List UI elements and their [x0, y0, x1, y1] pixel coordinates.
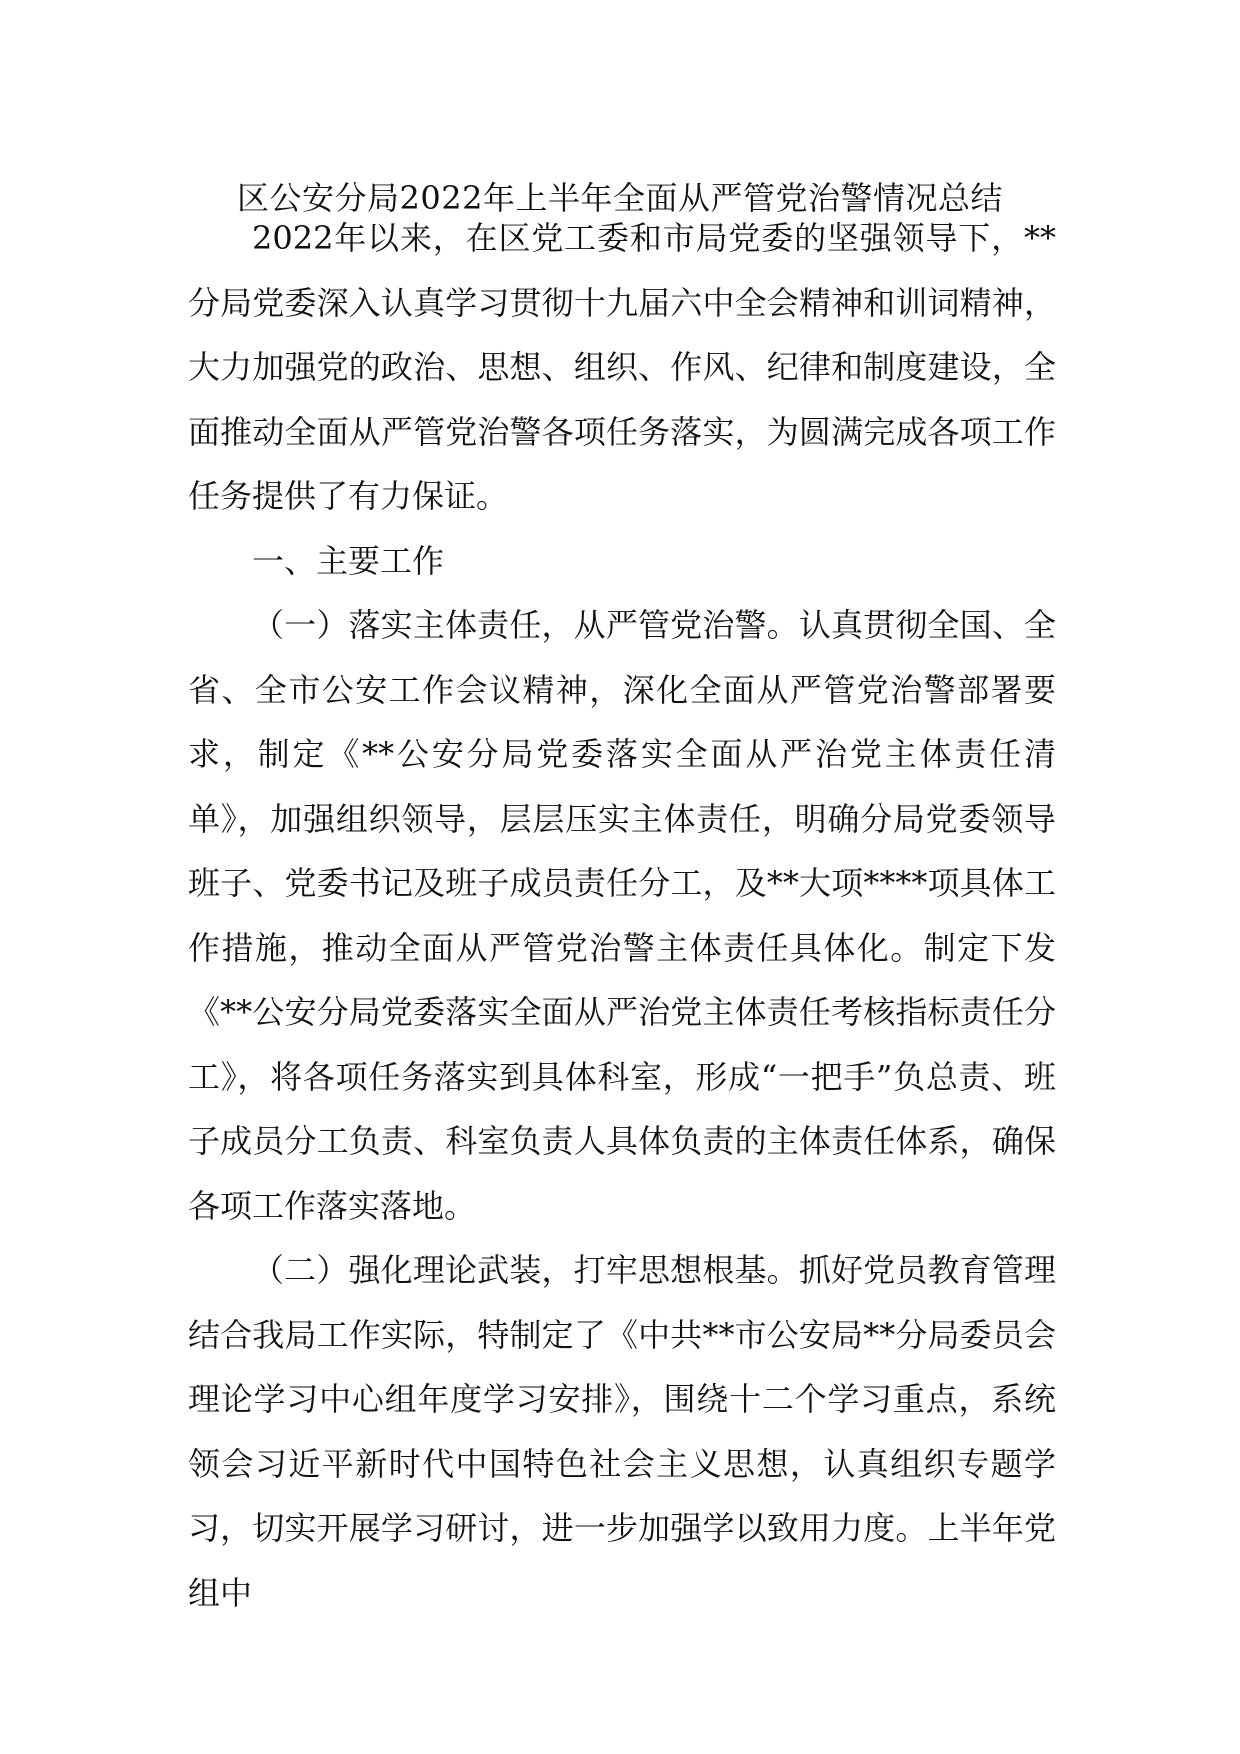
document-body	[188, 206, 1056, 1625]
section-heading-main-work: 一、主要工作	[252, 541, 445, 580]
paragraph-section-2: （二）强化理论武装，打牢思想根基。抓好党员教育管理结合我局工作实际，特制定了《中共**市公安局**分局委员会理论学习中心组年度学习安排》，围绕十二个学习重点，系统领会习近平新时代中国特色社会主义思想，认真组织专题学习，切实开展学习研讨，进一步加强学以致用力度。上半年党组中	[188, 1251, 1056, 1612]
paragraph-intro: 2022年以来，在区党工委和市局党委的坚强领导下，**分局党委深入认真学习贯彻十九届六中全会精神和训词精神，大力加强党的政治、思想、组织、作风、纪律和制度建设，全面推动全面从严管党治警各项任务落实，为圆满完成各项工作任务提供了有力保证。	[188, 219, 1056, 515]
paragraph-section-1: （一）落实主体责任，从严管党治警。认真贯彻全国、全省、全市公安工作会议精神，深化全面从严管党治警部署要求，制定《**公安分局党委落实全面从严治党主体责任清单》，加强组织领导，层层压实主体责任，明确分局党委领导班子、党委书记及班子成员责任分工，及**大项****项具体工作措施，推动全面从严管党治警主体责任具体化。制定下发《**公安分局党委落实全面从严治党主体责任考核指标责任分工》，将各项任务落实到具体科室，形成“一把手”负总责、班子成员分工负责、科室负责人具体负责的主体责任体系，确保各项工作落实落地。	[188, 606, 1056, 1225]
document-title: 区公安分局2022年上半年全面从严管党治警情况总结	[237, 179, 1003, 217]
